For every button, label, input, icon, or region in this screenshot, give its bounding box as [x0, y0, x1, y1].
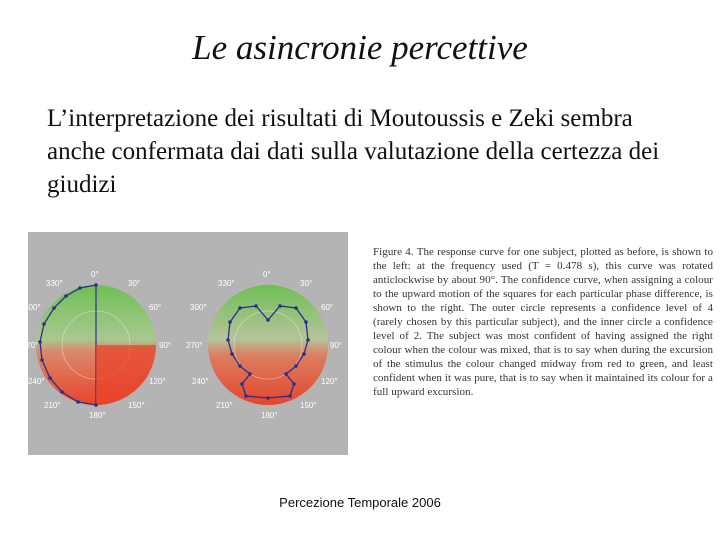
slide-body-text: L’interpretazione dei risultati di Moutoussis e Zeki sembra anche confermata dai dati sulla valutazione della certezza dei giudizi: [47, 105, 660, 198]
right-label-60: 60°: [321, 303, 334, 312]
left-label-270: 270°: [22, 341, 39, 350]
left-polar-plot: [22, 270, 171, 420]
left-label-0: 0°: [91, 270, 99, 279]
right-label-150: 150°: [300, 401, 317, 410]
figure-caption-lead: Figure 4.: [373, 246, 414, 258]
left-label-30: 30°: [128, 279, 141, 288]
left-label-240: 240°: [28, 377, 45, 386]
figure-caption: [373, 245, 713, 399]
right-label-180: 180°: [261, 411, 278, 420]
left-label-150: 150°: [128, 401, 145, 410]
left-red-sector: [96, 345, 156, 405]
right-label-270: 270°: [186, 341, 203, 350]
left-label-330: 330°: [46, 279, 63, 288]
right-label-120: 120°: [321, 377, 338, 386]
left-label-60: 60°: [149, 303, 162, 312]
right-label-210: 210°: [216, 401, 233, 410]
right-label-330: 330°: [218, 279, 235, 288]
right-label-0: 0°: [263, 270, 271, 279]
polar-figure-svg: [22, 232, 348, 455]
right-label-240: 240°: [192, 377, 209, 386]
left-label-300: 300°: [24, 303, 41, 312]
figure-caption-text: The response curve for one subject, plotted as before, is shown to the left: at the frequency used (T = 0.478 s), this curve was rotated anticlockwise by about 90°. The confidence curve, when assigning a colour to the upward motion of the squares for each particular phase difference, is shown to the right. The outer circle represents a confidence level of 4 (rarely chosen by this particular subject), and the inner circle a confidence level of 2. The subject was most confident of having assigned the right colour when the colour was mixed, that is to say when during the excursion of the stimulus the colour changed midway from red to green, and least confident when it was pure, that is to say when it maintained its colour for a full upward excursion.: [373, 246, 714, 398]
slide-title: Le asincronie percettive: [192, 28, 528, 67]
slide-footer: Percezione Temporale 2006: [279, 495, 441, 510]
left-label-120: 120°: [149, 377, 166, 386]
left-label-210: 210°: [44, 401, 61, 410]
right-disc: [208, 285, 328, 405]
left-label-90: 90°: [159, 341, 172, 350]
right-label-90: 90°: [330, 341, 343, 350]
right-polar-plot: [186, 270, 342, 420]
left-label-180: 180°: [89, 411, 106, 420]
polar-figure-panel: [22, 232, 348, 455]
right-label-300: 300°: [190, 303, 207, 312]
right-label-30: 30°: [300, 279, 313, 288]
